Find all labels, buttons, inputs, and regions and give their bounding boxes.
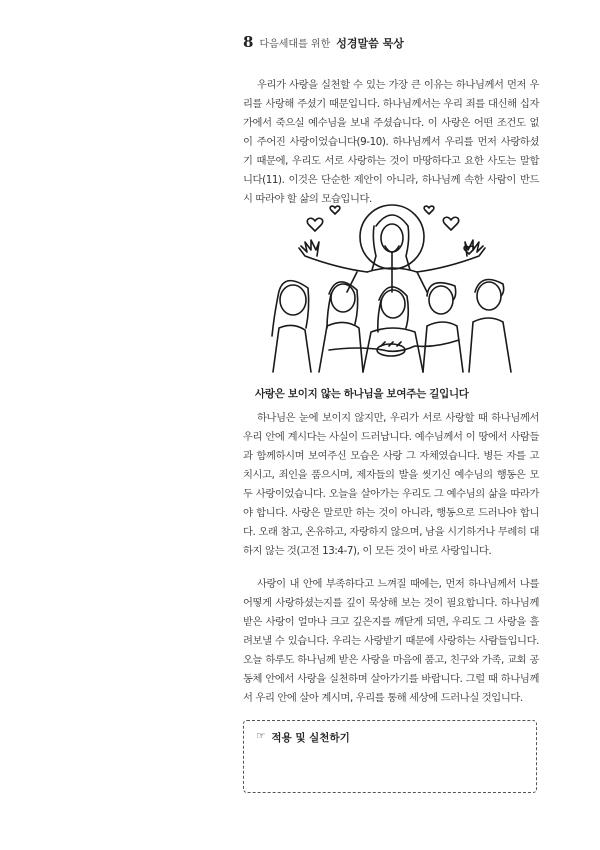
paragraph-2: 하나님은 눈에 보이지 않지만, 우리가 서로 사랑할 때 하나님께서 우리 안에 계시다는 사실이 드러납니다. 예수님께서 이 땅에서 사람들과 함께하시며 보여주신 모습은 사랑 그 자체였습니다. 병든 자를 고치시고, 죄인을 품으시며, 제자들의 발을 씻기신 예수님의 행동은 모두 사랑이었습니다. 오늘을 살아가는 우리도 그 예수님의 삶을 따라가야 합니다. 사랑은 말로만 하는 것이 아니라, 행동으로 드러나야 합니다. 오래 참고, 온유하고, 자랑하지 않으며, 남을 시기하거나 무례히 대하지 않는 것(고전 13:4-7), 이 모든 것이 바로 사랑입니다. xyxy=(243,412,539,557)
header-pre-title: 다음세대를 위한 xyxy=(259,39,331,50)
apply-practice-box[interactable] xyxy=(243,720,537,793)
header-title: 성경말씀 묵상 xyxy=(336,37,404,50)
page-header xyxy=(243,33,404,51)
paragraph-1: 우리가 사랑을 실천할 수 있는 가장 큰 이유는 하나님께서 먼저 우리를 사랑해 주셨기 때문입니다. 하나님께서는 우리 죄를 대신해 십자가에서 죽으실 예수님을 보내 주셨습니다. 이 사랑은 어떤 조건도 없이 주어진 사랑이었습니다(9-10). 하나님께서 우리를 먼저 사랑하셨기 때문에, 우리도 서로 사랑하는 것이 마땅하다고 요한 사도는 말합니다(11). 이것은 단순한 제안이 아니라, 하나님께 속한 사람이 반드시 따라야 할 삶의 모습입니다. xyxy=(243,79,539,205)
jesus-with-youth-illustration xyxy=(263,200,521,375)
apply-practice-title xyxy=(256,730,350,745)
paragraph-2-block xyxy=(243,409,539,561)
heart-icon xyxy=(330,206,340,214)
illustration-caption: 사랑은 보이지 않는 하나님을 보여주는 길입니다 xyxy=(255,388,469,400)
pointing-hand-icon: ☞ xyxy=(256,730,266,742)
heart-icon xyxy=(443,217,458,230)
paragraph-3: 사랑이 내 안에 부족하다고 느껴질 때에는, 먼저 하나님께서 나를 어떻게 사랑하셨는지를 깊이 묵상해 보는 것이 필요합니다. 하나님께 받은 사랑이 얼마나 크고 깊은지를 깨닫게 되면, 우리도 그 사랑을 흘려보낼 수 있습니다. 우리는 사랑받기 때문에 사랑하는 사람들입니다. 오늘 하루도 하나님께 받은 사랑을 마음에 품고, 친구와 가족, 교회 공동체 안에서 사랑을 실천하며 살아가기를 바랍니다. 그럴 때 하나님께서 우리 안에 살아 계시며, 우리를 통해 세상에 드러나실 것입니다. xyxy=(243,578,539,704)
apply-practice-label: 적용 및 실천하기 xyxy=(271,732,350,744)
heart-icon xyxy=(307,218,322,231)
paragraph-3-block xyxy=(243,575,539,708)
paragraph-1-block xyxy=(243,76,539,209)
heart-icon xyxy=(424,206,434,214)
page-number: 8 xyxy=(243,33,254,51)
